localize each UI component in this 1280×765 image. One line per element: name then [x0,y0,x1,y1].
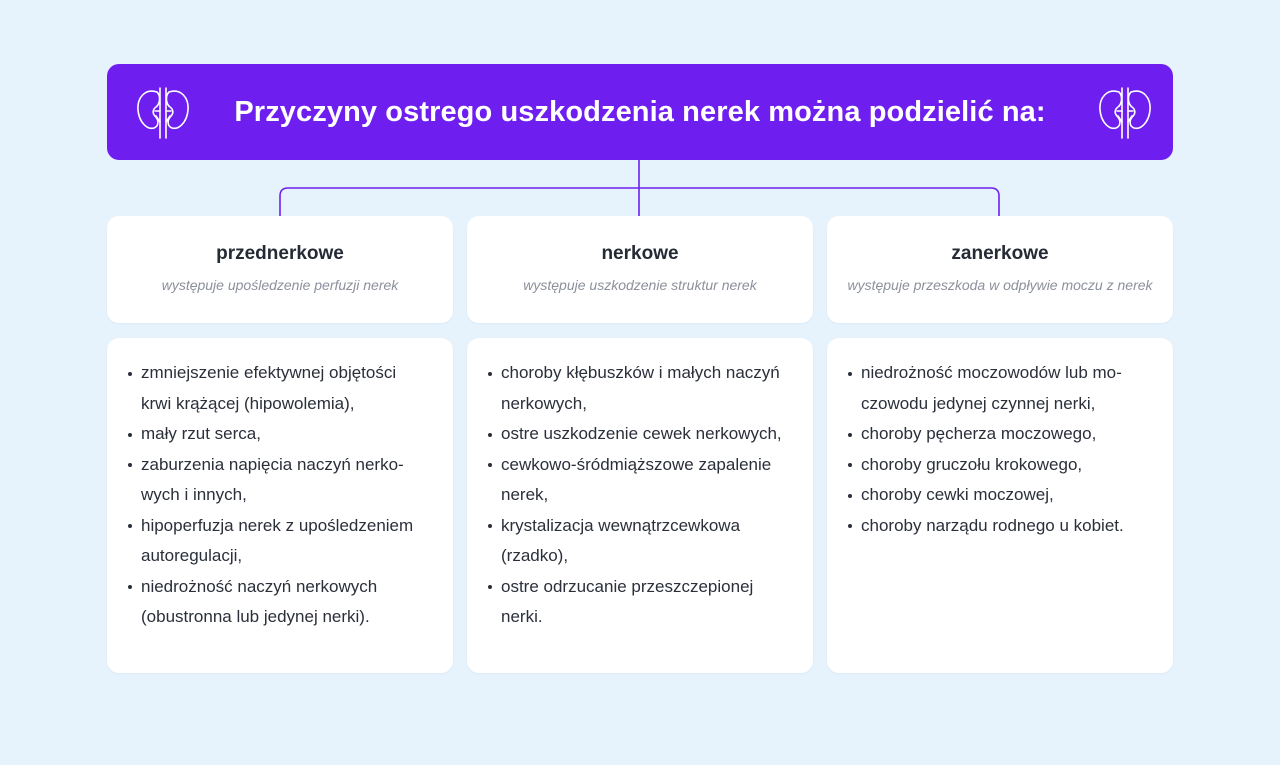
causes-list [467,338,813,633]
category-title: nerkowe [601,243,679,264]
list-item: niedrożność naczyń nerkowych (obustronna lub jedynej nerki). [127,572,435,633]
list-item: choroby kłębuszków i małych naczyń nerkowych, [487,358,795,419]
causes-list-card-zanerkowe [827,338,1173,673]
category-card-zanerkowe [827,216,1173,323]
category-card-przednerkowe [107,216,453,323]
list-item: niedrożność moczowodów lub mo- czowodu jedynej czynnej nerki, [847,358,1155,419]
causes-list-card-przednerkowe [107,338,453,673]
category-subtitle: występuje upośledzenie perfuzji nerek [161,277,399,293]
list-item: choroby narządu rodnego u kobiet. [847,511,1155,542]
list-item: cewkowo-śródmiąższowe zapalenie nerek, [487,450,795,511]
causes-list-card-nerkowe [467,338,813,673]
header-title: Przyczyny ostrego uszkodzenia nerek można podzielić na: [234,95,1046,128]
header-banner [107,64,1173,160]
list-item: zmniejszenie efektywnej objętości krwi krążącej (hipowolemia), [127,358,435,419]
list-item: krystalizacja wewnątrzcewkowa (rzadko), [487,511,795,572]
kidneys-icon [1095,84,1155,140]
list-item: mały rzut serca, [127,419,435,450]
category-title: zanerkowe [951,243,1049,264]
category-title: przednerkowe [216,243,344,264]
list-item: choroby pęcherza moczowego, [847,419,1155,450]
category-subtitle: występuje przeszkoda w odpływie moczu z nerek [847,277,1153,293]
category-card-nerkowe [467,216,813,323]
list-item: choroby gruczołu krokowego, [847,450,1155,481]
list-item: ostre odrzucanie przeszczepionej nerki. [487,572,795,633]
list-item: zaburzenia napięcia naczyń nerko- wych i innych, [127,450,435,511]
causes-list [107,338,453,633]
list-item: choroby cewki moczowej, [847,480,1155,511]
causes-list [827,338,1173,541]
category-subtitle: występuje uszkodzenie struktur nerek [523,277,757,293]
connector-branch [280,188,999,216]
kidneys-icon [133,84,193,140]
list-item: hipoperfuzja nerek z upośledzeniem autoregulacji, [127,511,435,572]
list-item: ostre uszkodzenie cewek nerkowych, [487,419,795,450]
